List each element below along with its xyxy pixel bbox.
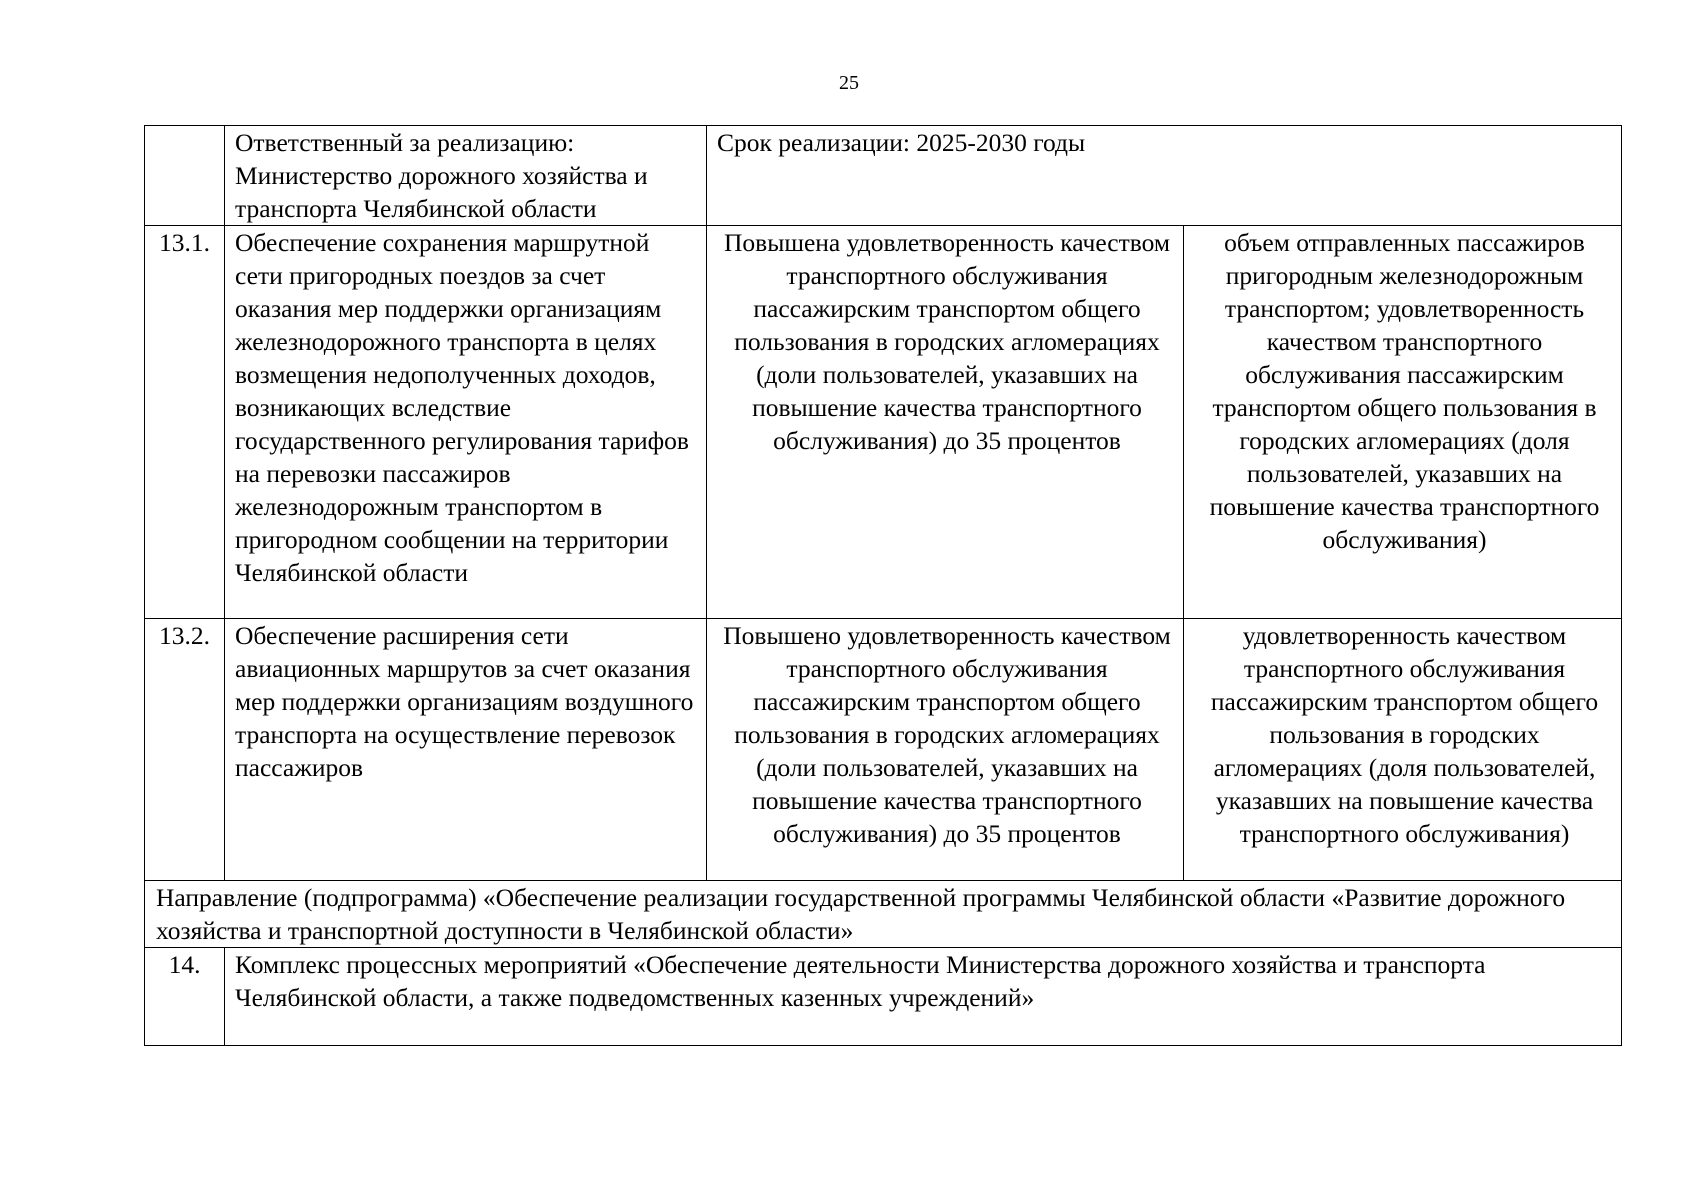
- indicator-cell: объем отправленных пассажиров пригородным железнодорожным транспортом; удовлетворенность качеством транспортного обслуживания пассажирским транспортом общего пользования в городских агломерациях (доля пользователей, указавших на повышение качества транспортного обслуживания): [1184, 226, 1622, 619]
- table-row: [145, 619, 1622, 881]
- program-table: [144, 125, 1622, 1046]
- term-cell: Срок реализации: 2025-2030 годы: [707, 126, 1622, 226]
- row-number: 14.: [145, 948, 225, 1046]
- task-cell: Обеспечение сохранения маршрутной сети пригородных поездов за счет оказания мер поддержки организациям железнодорожного транспорта в целях возмещения недополученных доходов, возникающих вследствие государственного регулирования тарифов на перевозки пассажиров железнодорожным транспортом в пригородном сообщении на территории Челябинской области: [225, 226, 707, 619]
- effect-cell: Повышена удовлетворенность качеством транспортного обслуживания пассажирским транспортом общего пользования в городских агломерациях (доли пользователей, указавших на повышение качества транспортного обслуживания) до 35 процентов: [707, 226, 1184, 619]
- direction-row: [145, 881, 1622, 948]
- complex-cell: Комплекс процессных мероприятий «Обеспечение деятельности Министерства дорожного хозяйства и транспорта Челябинской области, а также подведомственных казенных учреждений»: [225, 948, 1622, 1046]
- indicator-cell: удовлетворенность качеством транспортного обслуживания пассажирским транспортом общего пользования в городских агломерациях (доля пользователей, указавших на повышение качества транспортного обслуживания): [1184, 619, 1622, 881]
- responsible-cell: Ответственный за реализацию: Министерство дорожного хозяйства и транспорта Челябинской области: [225, 126, 707, 226]
- header-row: [145, 126, 1622, 226]
- complex-row: [145, 948, 1622, 1046]
- row-number: 13.1.: [145, 226, 225, 619]
- direction-cell: Направление (подпрограмма) «Обеспечение реализации государственной программы Челябинской области «Развитие дорожного хозяйства и транспортной доступности в Челябинской области»: [145, 881, 1622, 948]
- task-cell: Обеспечение расширения сети авиационных маршрутов за счет оказания мер поддержки организациям воздушного транспорта на осуществление перевозок пассажиров: [225, 619, 707, 881]
- page-number: 25: [839, 72, 859, 94]
- effect-cell: Повышено удовлетворенность качеством транспортного обслуживания пассажирским транспортом общего пользования в городских агломерациях (доли пользователей, указавших на повышение качества транспортного обслуживания) до 35 процентов: [707, 619, 1184, 881]
- table-row: [145, 226, 1622, 619]
- empty-number-cell: [145, 126, 225, 226]
- row-number: 13.2.: [145, 619, 225, 881]
